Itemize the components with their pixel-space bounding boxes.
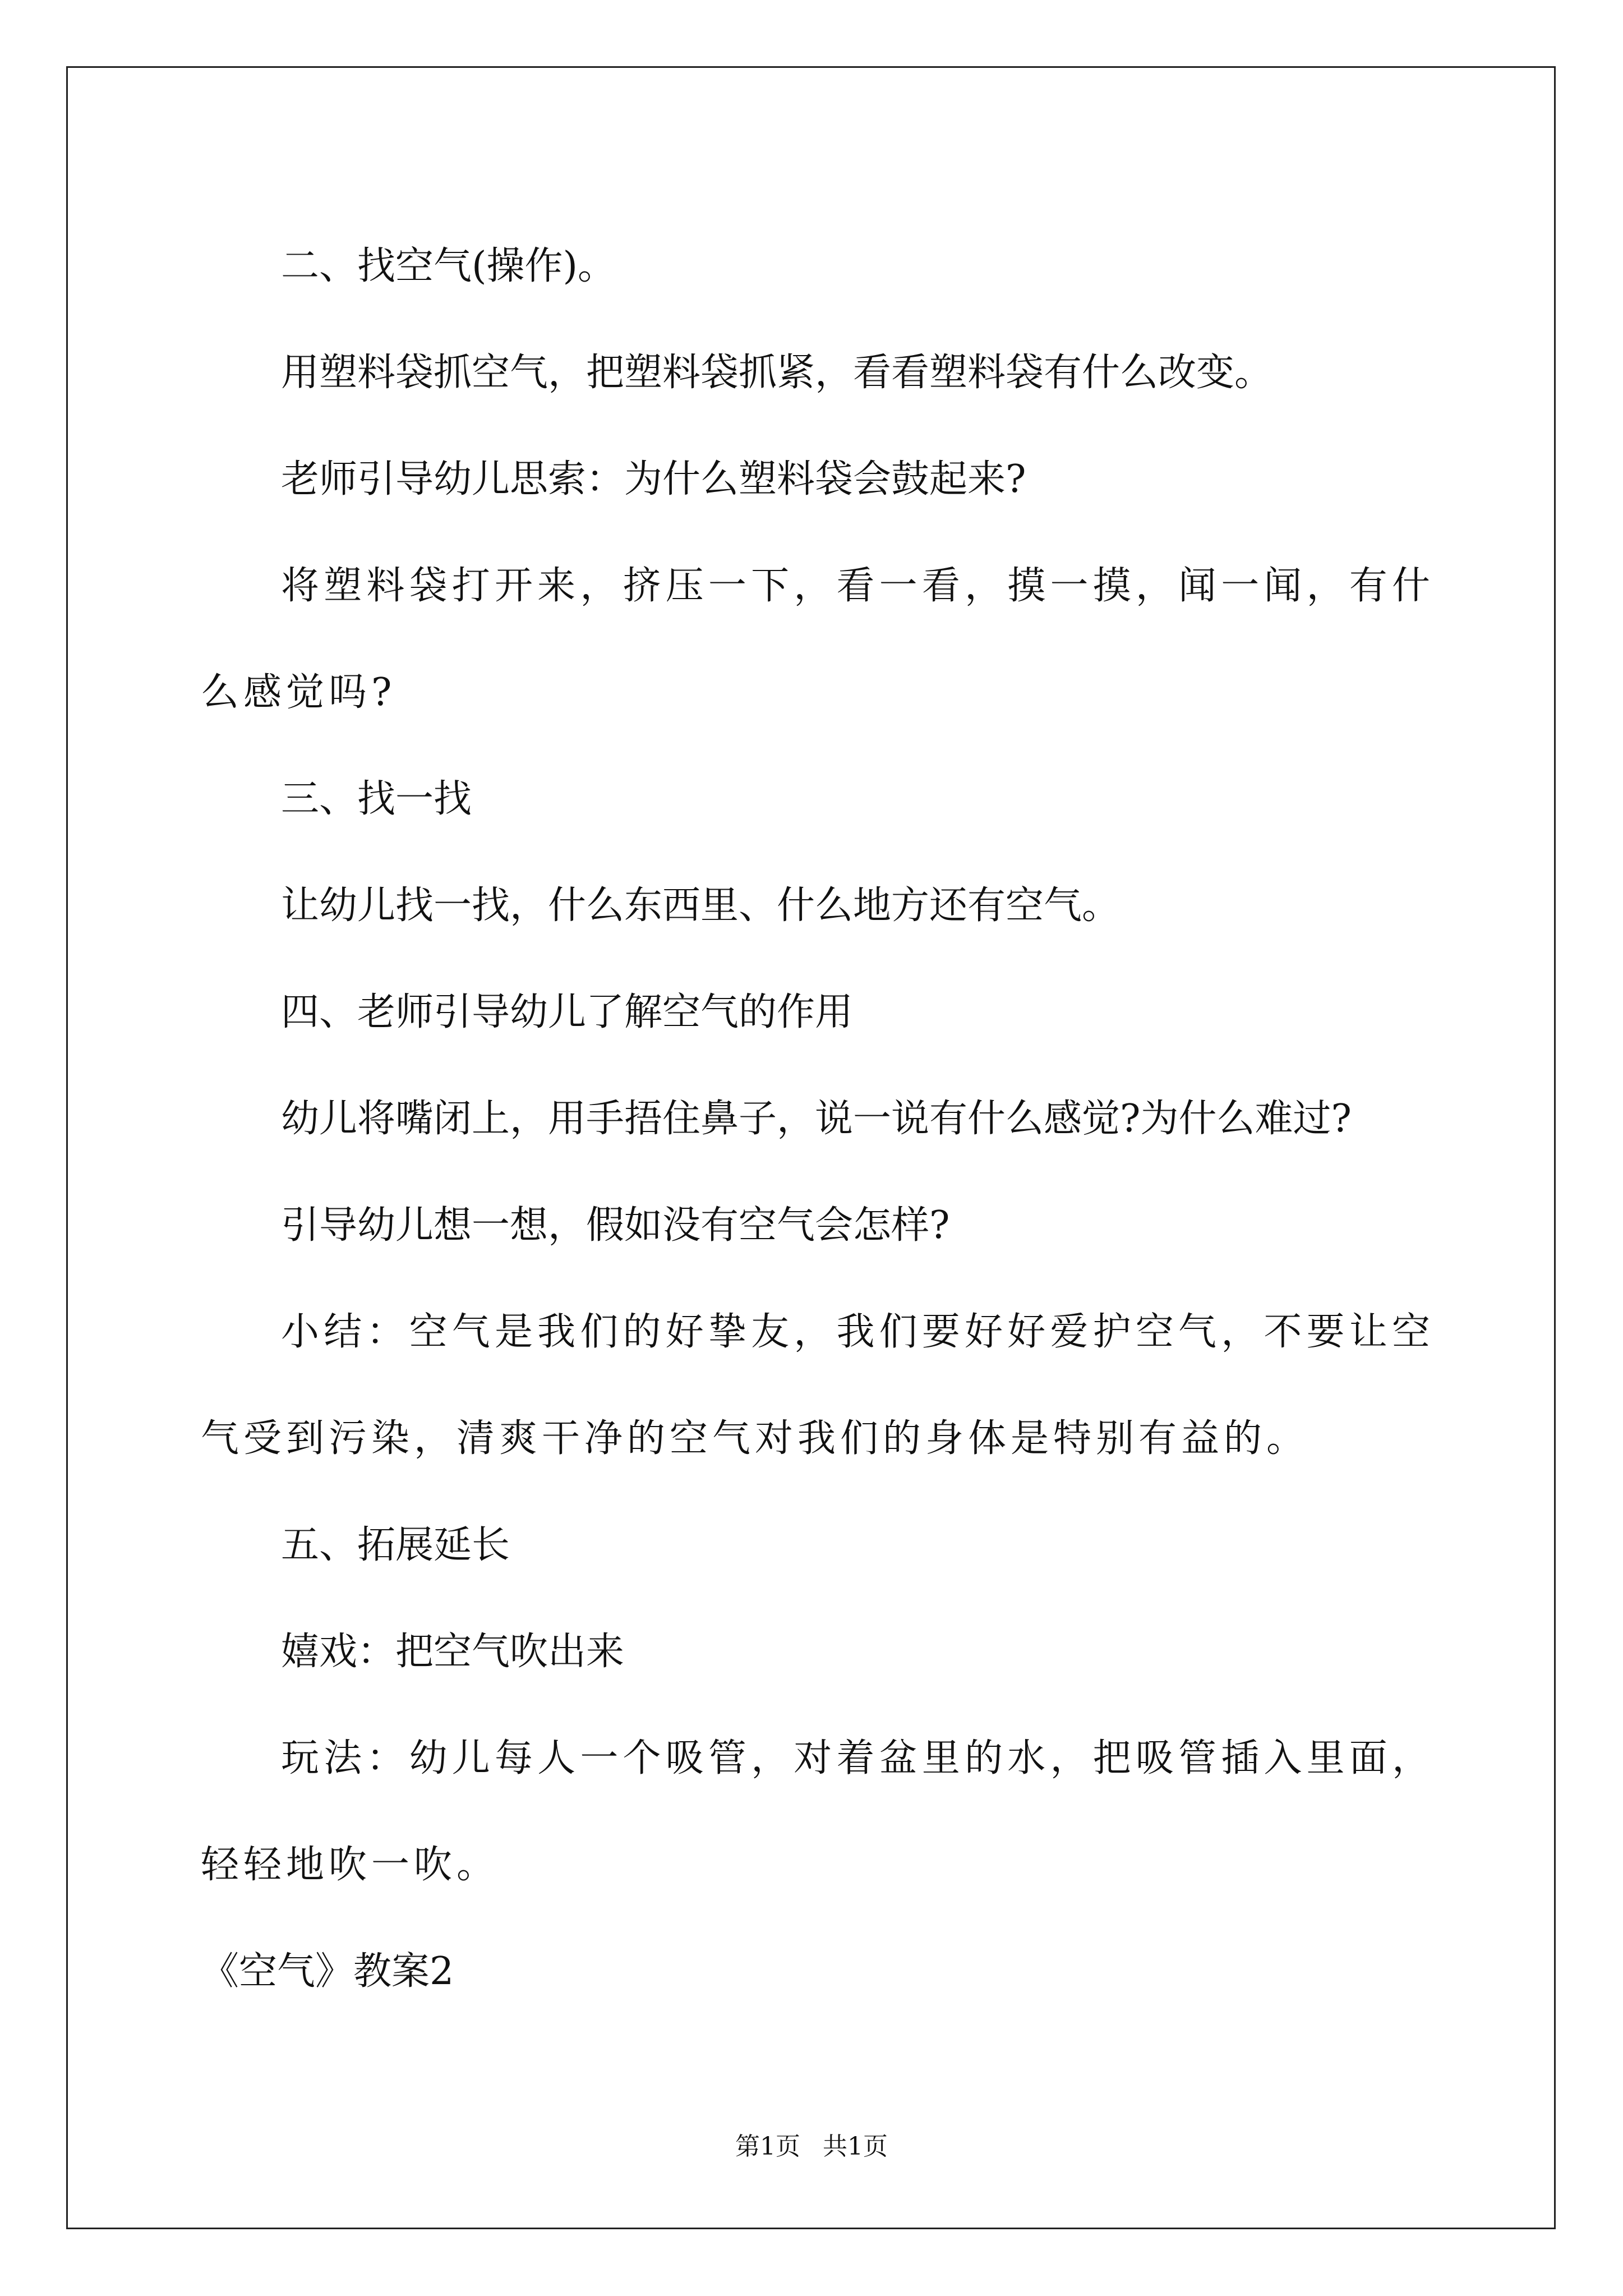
section-heading: 四、老师引导幼儿了解空气的作用 [281, 990, 854, 1034]
lesson-title: 《空气》教案2 [201, 1949, 454, 1994]
paragraph: 玩法：幼儿每人一个吸管，对着盆里的水，把吸管插入里面，轻轻地吹一吹。 [201, 1736, 1435, 1887]
section-heading: 五、拓展延长 [281, 1523, 510, 1567]
paragraph: 用塑料袋抓空气，把塑料袋抓紧，看看塑料袋有什么改变。 [281, 351, 1273, 395]
document-body [201, 213, 1435, 2025]
page-total: 共1页 [823, 2132, 888, 2161]
page-footer [0, 2126, 1623, 2162]
paragraph: 嬉戏：把空气吹出来 [281, 1630, 625, 1674]
paragraph: 老师引导幼儿思索：为什么塑料袋会鼓起来? [281, 457, 1026, 501]
paragraph: 将塑料袋打开来，挤压一下，看一看，摸一摸，闻一闻，有什么感觉吗? [201, 564, 1435, 715]
page-number: 第1页 [735, 2132, 800, 2161]
paragraph: 二、找空气(操作)。 [281, 244, 616, 288]
section-heading: 三、找一找 [281, 777, 472, 821]
paragraph: 幼儿将嘴闭上，用手捂住鼻子，说一说有什么感觉?为什么难过? [281, 1097, 1352, 1141]
paragraph: 引导幼儿想一想，假如没有空气会怎样? [281, 1203, 950, 1248]
paragraph: 让幼儿找一找，什么东西里、什么地方还有空气。 [281, 884, 1121, 928]
summary-paragraph: 小结：空气是我们的好挚友，我们要好好爱护空气，不要让空气受到污染，清爽干净的空气对我们的身体是特别有益的。 [201, 1310, 1435, 1461]
